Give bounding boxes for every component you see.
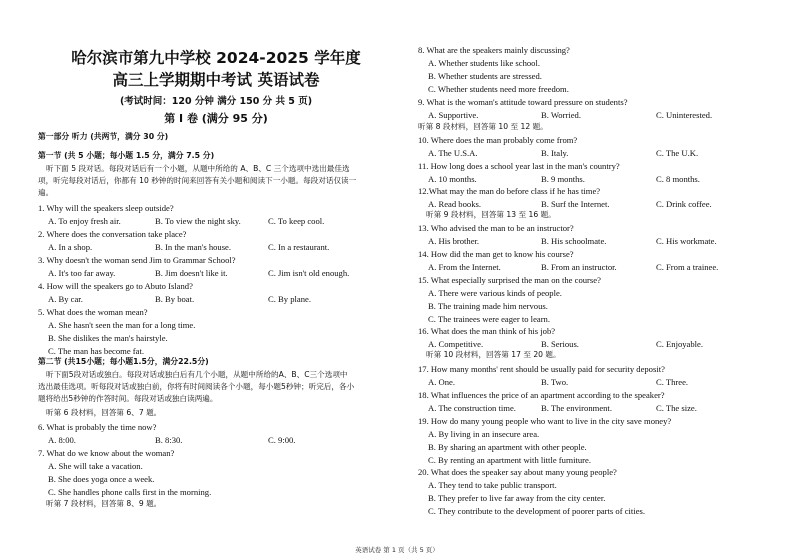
volume-heading: 第 I 卷 (满分 95 分) — [164, 112, 268, 125]
q14-option-b: B. From an instructor. — [541, 262, 617, 272]
listen-instruction: 听第 9 段材料，回答第 13 至 16 题。 — [426, 210, 556, 219]
q4-option-c: C. By plane. — [268, 294, 311, 304]
q16-option-a: A. Competitive. — [428, 339, 484, 349]
q6-option-b: B. 8:30. — [155, 435, 183, 445]
exam-title-line1: 哈尔滨市第九中学校 2024-2025 学年度 — [71, 49, 361, 67]
q11-option-a: A. 10 months. — [428, 174, 477, 184]
q12-option-b: B. Surf the Internet. — [541, 199, 610, 209]
listen-instruction: 听第 8 段材料，回答第 10 至 12 题。 — [418, 122, 548, 131]
q9-option-c: C. Uninterested. — [656, 110, 713, 120]
question-12: 12.What may the man do before class if he has time? — [418, 186, 601, 196]
q10-option-a: A. The U.S.A. — [428, 148, 478, 158]
q18-option-c: C. The size. — [656, 403, 697, 413]
q17-option-a: A. One. — [428, 377, 455, 387]
q7-option-c: C. She handles phone calls first in the morning. — [48, 487, 212, 497]
q11-option-b: B. 9 months. — [541, 174, 585, 184]
question-15: 15. What especially surprised the man on the course? — [418, 275, 601, 285]
q14-option-a: A. From the Internet. — [428, 262, 501, 272]
q13-option-a: A. His brother. — [428, 236, 480, 246]
question-7: 7. What do we know about the woman? — [38, 448, 175, 458]
q15-option-b: B. The training made him nervous. — [428, 301, 548, 311]
q10-option-c: C. The U.K. — [656, 148, 699, 158]
question-10: 10. Where does the man probably come from? — [418, 135, 578, 145]
exam-info: (考试时间：120 分钟 满分 150 分 共 5 页) — [119, 96, 313, 107]
section2-title: 第二节 (共15小题；每小题1.5分，满分22.5分) — [38, 357, 209, 366]
question-13: 13. Who advised the man to be an instructor? — [418, 223, 574, 233]
section1-title: 第一节 (共 5 小题；每小题 1.5 分，满分 7.5 分) — [38, 151, 215, 160]
listen-instruction: 听第 7 段材料，回答第 8、9 题。 — [46, 499, 162, 508]
q3-option-c: C. Jim isn't old enough. — [268, 268, 350, 278]
q12-option-c: C. Drink coffee. — [656, 199, 712, 209]
q19-option-c: C. By renting an apartment with little furniture. — [428, 455, 592, 465]
exam-title-line2: 高三上学期期中考试 英语试卷 — [112, 71, 320, 89]
question-4: 4. How will the speakers go to Abuto Island? — [38, 281, 193, 291]
q2-option-a: A. In a shop. — [48, 242, 93, 252]
q20-option-a: A. They tend to take public transport. — [428, 480, 557, 490]
q15-option-a: A. There were various kinds of people. — [428, 288, 562, 298]
q20-option-b: B. They prefer to live far away from the city center. — [428, 493, 606, 503]
question-3: 3. Why doesn't the woman send Jim to Grammar School? — [38, 255, 236, 265]
q1-option-a: A. To enjoy fresh air. — [48, 216, 121, 226]
q12-option-a: A. Read books. — [428, 199, 481, 209]
q3-option-b: B. Jim doesn't like it. — [155, 268, 228, 278]
part1-title: 第一部分 听力 (共两节，满分 30 分) — [38, 132, 169, 141]
question-11: 11. How long does a school year last in the man's country? — [418, 161, 620, 171]
question-5: 5. What does the woman mean? — [38, 307, 148, 317]
q2-option-c: C. In a restaurant. — [268, 242, 330, 252]
q8-option-b: B. Whether students are stressed. — [428, 71, 542, 81]
q4-option-a: A. By car. — [48, 294, 83, 304]
q1-option-b: B. To view the night sky. — [155, 216, 241, 226]
question-19: 19. How do many young people who want to live in the city save money? — [418, 416, 672, 426]
q5-option-c: C. The man has become fat. — [48, 346, 145, 356]
question-18: 18. What influences the price of an apartment according to the speaker? — [418, 390, 665, 400]
q9-option-b: B. Worried. — [541, 110, 581, 120]
q2-option-b: B. In the man's house. — [155, 242, 232, 252]
q5-option-b: B. She dislikes the man's hairstyle. — [48, 333, 168, 343]
section1-instruction-line: 听下面 5 段对话。每段对话后有一个小题，从题中所给的 A、B、C 三个选项中选出最佳选 — [46, 164, 350, 173]
section1-instruction-line: 项，听完每段对话后，你都有 10 秒钟的时间来回答有关小题和阅读下一小题。每段对话仅读一 — [38, 176, 357, 185]
page-footer: 英语试卷 第 1 页（共 5 页） — [355, 546, 439, 554]
q17-option-b: B. Two. — [541, 377, 569, 387]
q16-option-b: B. Serious. — [541, 339, 579, 349]
section2-instruction-line: 题将给出5秒钟的作答时间。每段对话或独白读两遍。 — [38, 394, 218, 403]
q15-option-c: C. The trainees were eager to learn. — [428, 314, 551, 324]
listen-instruction: 听第 6 段材料，回答第 6、7 题。 — [46, 408, 162, 417]
q8-option-a: A. Whether students like school. — [428, 58, 541, 68]
q4-option-b: B. By boat. — [155, 294, 195, 304]
listen-instruction: 听第 10 段材料，回答第 17 至 20 题。 — [426, 350, 561, 359]
q6-option-a: A. 8:00. — [48, 435, 76, 445]
q13-option-b: B. His schoolmate. — [541, 236, 607, 246]
question-8: 8. What are the speakers mainly discussing? — [418, 45, 570, 55]
question-14: 14. How did the man get to know his course? — [418, 249, 574, 259]
q3-option-a: A. It's too far away. — [48, 268, 116, 278]
question-2: 2. Where does the conversation take place? — [38, 229, 187, 239]
question-20: 20. What does the speaker say about many young people? — [418, 467, 617, 477]
q17-option-c: C. Three. — [656, 377, 689, 387]
q8-option-c: C. Whether students need more freedom. — [428, 84, 569, 94]
question-16: 16. What does the man think of his job? — [418, 326, 556, 336]
q18-option-a: A. The construction time. — [428, 403, 516, 413]
q19-option-a: A. By living in an insecure area. — [428, 429, 540, 439]
q14-option-c: C. From a trainee. — [656, 262, 719, 272]
q6-option-c: C. 9:00. — [268, 435, 296, 445]
section2-instruction-line: 选出最佳选项。听每段对话或独白前，你将有时间阅读各个小题，每小题5秒钟；听完后，各小 — [38, 382, 355, 391]
section1-instruction-line: 遍。 — [38, 188, 54, 197]
q13-option-c: C. His workmate. — [656, 236, 717, 246]
q19-option-b: B. By sharing an apartment with other people. — [428, 442, 587, 452]
q16-option-c: C. Enjoyable. — [656, 339, 704, 349]
q10-option-b: B. Italy. — [541, 148, 569, 158]
question-17: 17. How many months' rent should be usually paid for security deposit? — [418, 364, 665, 374]
question-9: 9. What is the woman's attitude toward pressure on students? — [418, 97, 628, 107]
q7-option-b: B. She does yoga once a week. — [48, 474, 155, 484]
question-1: 1. Why will the speakers sleep outside? — [38, 203, 174, 213]
q20-option-c: C. They contribute to the development of poorer parts of cities. — [428, 506, 646, 516]
q11-option-c: C. 8 months. — [656, 174, 700, 184]
question-6: 6. What is probably the time now? — [38, 422, 157, 432]
q9-option-a: A. Supportive. — [428, 110, 479, 120]
q5-option-a: A. She hasn't seen the man for a long time. — [48, 320, 196, 330]
section2-instruction-line: 听下面5段对话或独白。每段对话或独白后有几个小题，从题中所给的A、B、C三个选项中 — [46, 370, 348, 379]
q1-option-c: C. To keep cool. — [268, 216, 325, 226]
q18-option-b: B. The environment. — [541, 403, 612, 413]
q7-option-a: A. She will take a vacation. — [48, 461, 143, 471]
